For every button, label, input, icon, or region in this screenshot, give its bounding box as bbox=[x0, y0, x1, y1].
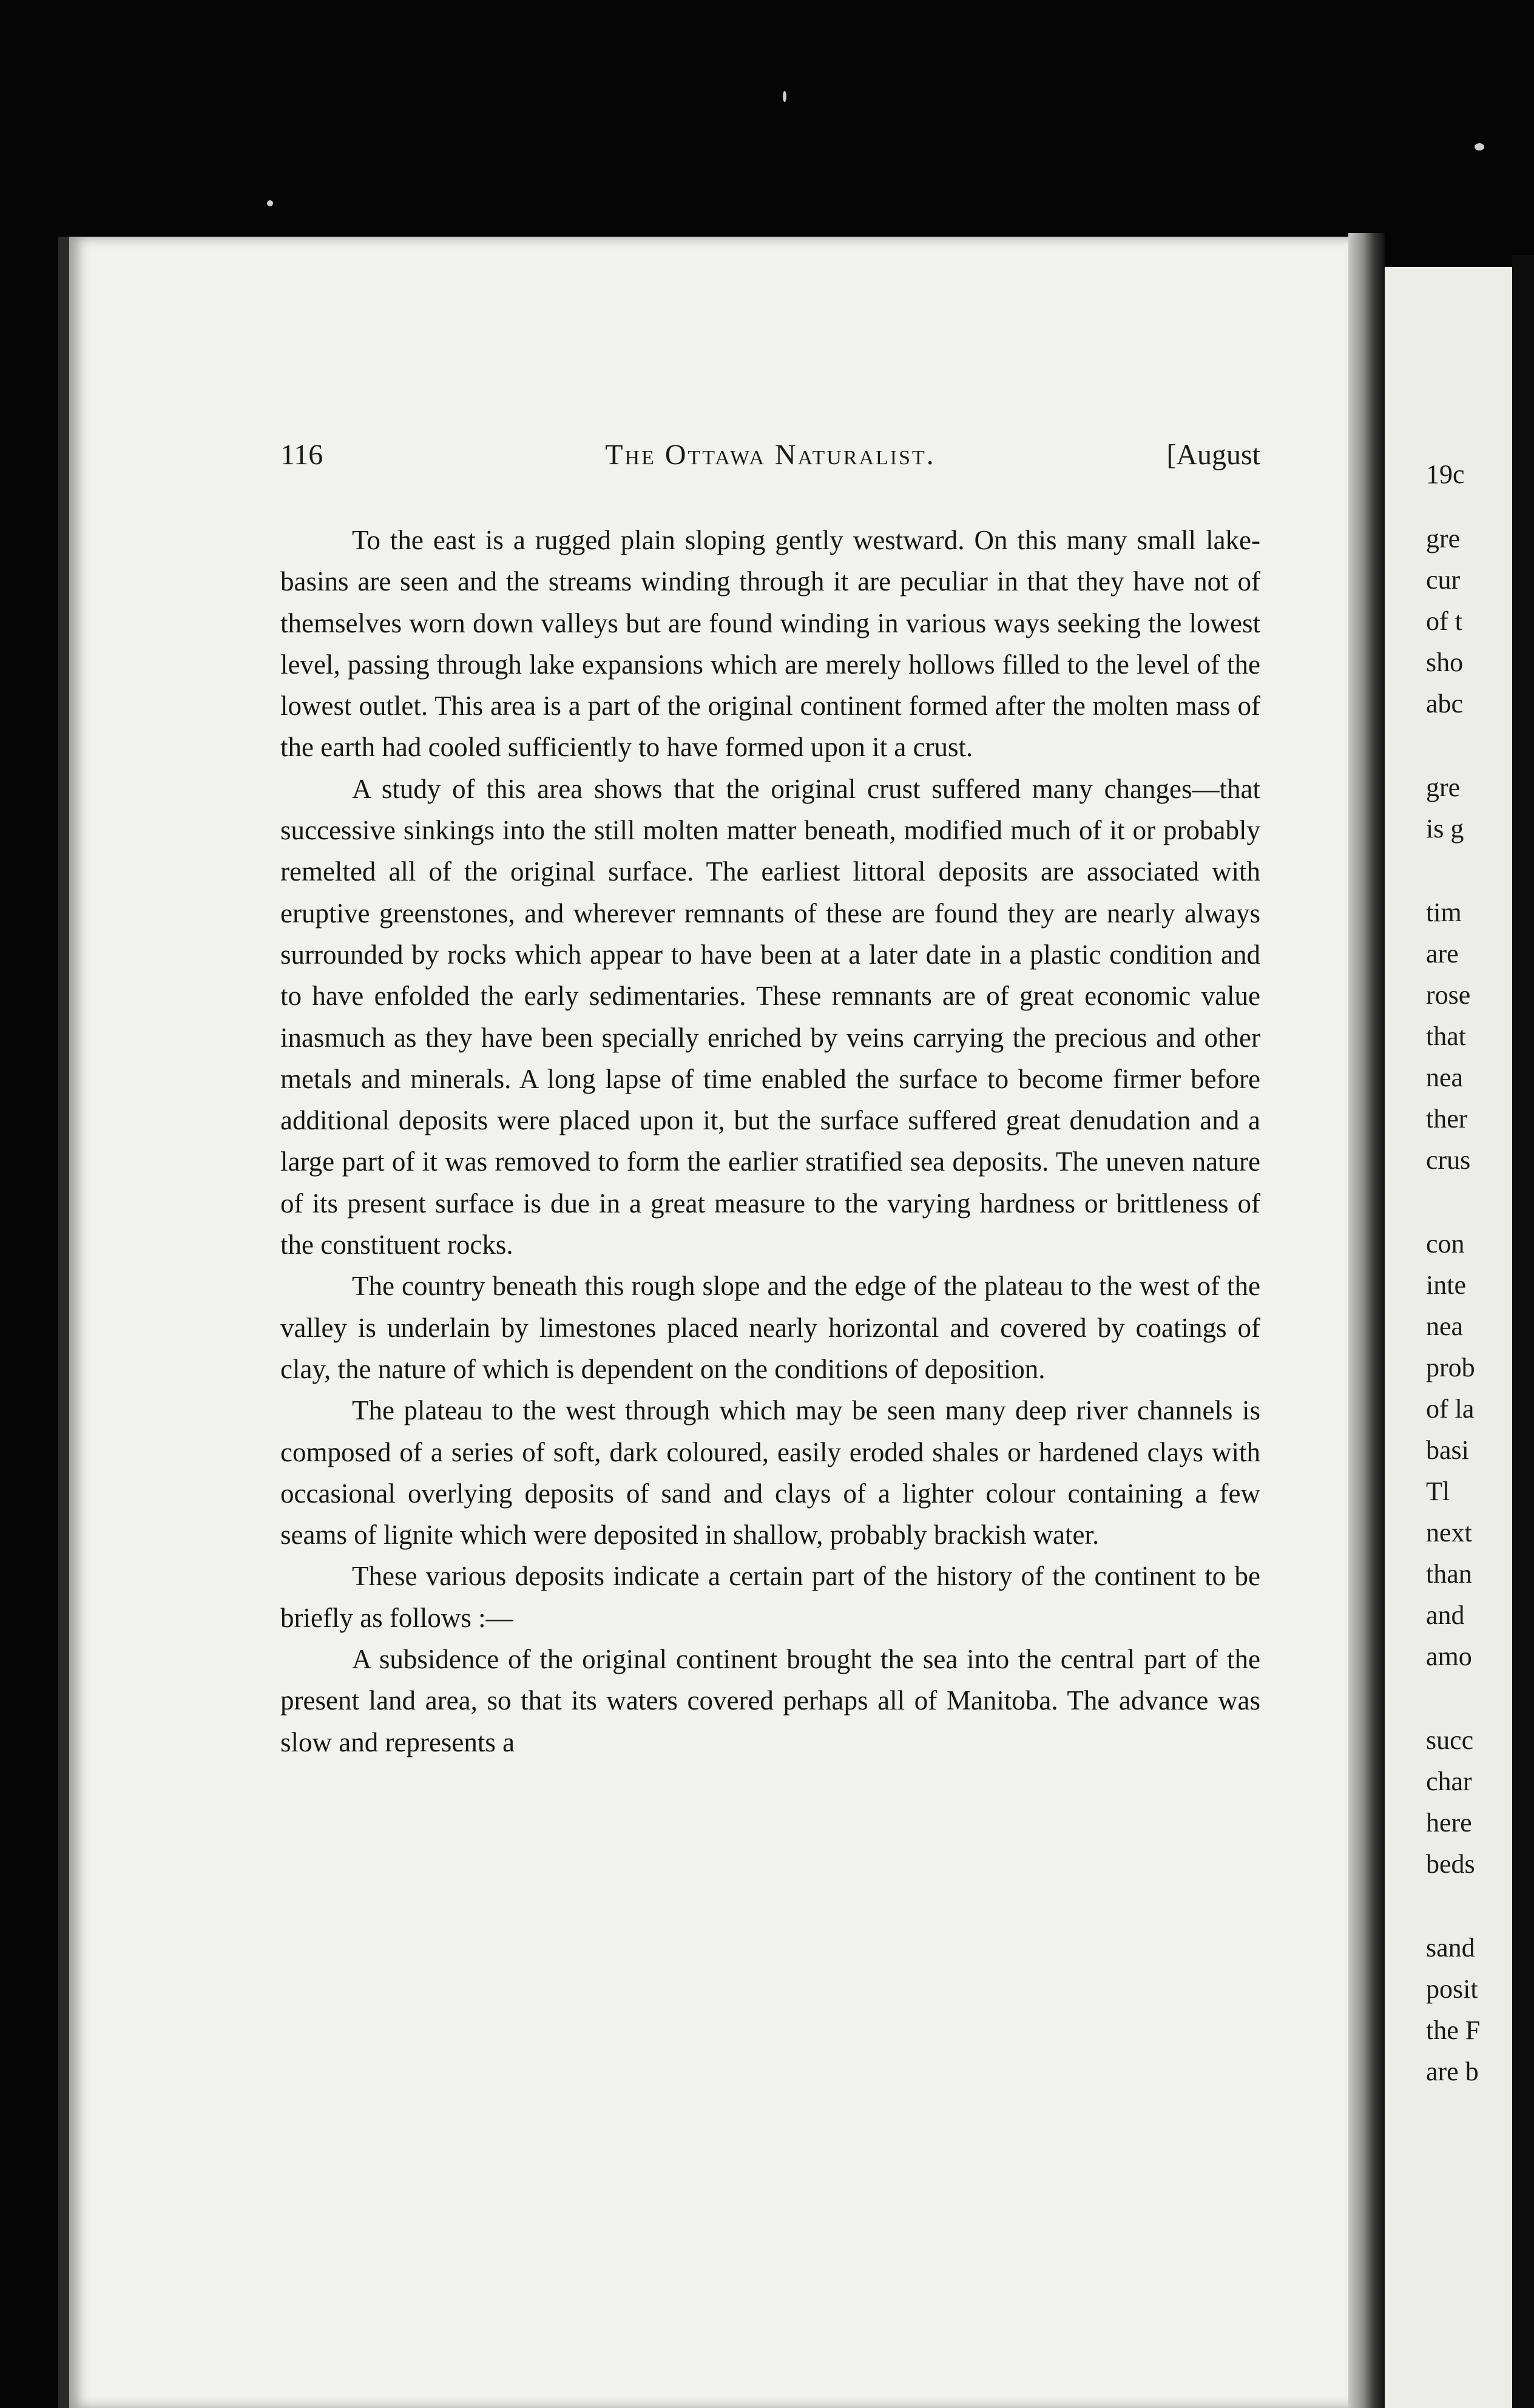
dust-speck bbox=[783, 91, 786, 102]
dust-speck bbox=[1475, 143, 1484, 150]
facing-line-fragment: nea bbox=[1426, 1311, 1464, 1341]
facing-line-fragment: that bbox=[1426, 1021, 1466, 1051]
facing-page-number: 19c bbox=[1426, 459, 1465, 489]
facing-line-fragment: succ bbox=[1426, 1725, 1474, 1755]
facing-line-fragment: nea bbox=[1426, 1063, 1464, 1092]
facing-line-fragment: rose bbox=[1426, 980, 1471, 1010]
facing-line-fragment: of t bbox=[1426, 606, 1462, 636]
facing-line-fragment: tim bbox=[1426, 898, 1462, 927]
paragraph: The country beneath this rough slope and the edge of the plateau to the west of the valley is underlain by limestones placed nearly horizontal and covered by coatings of clay, the nature of which is dependent on the conditions of deposition. bbox=[280, 1271, 1260, 1384]
facing-line-fragment: of la bbox=[1426, 1394, 1475, 1424]
paragraph: To the east is a rugged plain sloping gently westward. On this many small lake-basins are seen and the streams winding through it are peculiar in that they have not of themselves worn down valleys but are found winding in various ways seeking the lowest level, passing through lake expansions which are merely hollows filled to the level of the lowest outlet. This area is a part of the original continent formed after the molten mass of the earth had cooled sufficiently to have formed upon it a crust. bbox=[280, 525, 1260, 763]
running-header bbox=[280, 438, 1260, 481]
facing-line-fragment: inte bbox=[1426, 1270, 1466, 1300]
facing-line-fragment: amo bbox=[1426, 1642, 1472, 1671]
facing-line-fragment: abc bbox=[1426, 689, 1464, 719]
facing-line-fragment: beds bbox=[1426, 1849, 1475, 1879]
facing-line-fragment: than bbox=[1426, 1559, 1472, 1589]
page-edge bbox=[1512, 255, 1534, 2408]
paragraph: A study of this area shows that the original crust suffered many changes—that successive sinkings into the still molten matter beneath, modified much of it or probably remelted all of the original surface. The earliest littoral deposits are associated with eruptive greenstones, and wherever remnants of these are found they are nearly always surrounded by rocks which appear to have been at a later date in a plastic condition and to have enfolded the early sedimentaries. These remnants are of great economic value inasmuch as they have been specially enriched by veins carrying the precious and other metals and minerals. A long lapse of time enabled the surface to become firmer before additional deposits were placed upon it, but the surface suffered great denudation and a large part of it was removed to form the earlier stratified sea deposits. The uneven nature of its present surface is due in a great measure to the varying hardness or brittleness of the constituent rocks. bbox=[280, 773, 1260, 1260]
facing-line-fragment: ther bbox=[1426, 1104, 1468, 1134]
facing-line-fragment: prob bbox=[1426, 1353, 1475, 1382]
facing-line-fragment: Tl bbox=[1426, 1476, 1450, 1506]
facing-line-fragment: posit bbox=[1426, 1974, 1478, 2004]
facing-line-fragment: con bbox=[1426, 1229, 1465, 1259]
facing-line-fragment: cur bbox=[1426, 565, 1461, 595]
issue-month: [August bbox=[1166, 439, 1260, 471]
journal-title: The Ottawa Naturalist. bbox=[605, 439, 936, 471]
page-number: 116 bbox=[280, 439, 323, 471]
facing-line-fragment: next bbox=[1426, 1518, 1472, 1547]
facing-line-fragment: the F bbox=[1426, 2015, 1481, 2045]
paragraph: The plateau to the west through which may be seen many deep river channels is composed of a series of soft, dark coloured, easily eroded shales or hardened clays with occasional overlying deposits of sand and clays of a lighter colour containing a few seams of lignite which were deposited in shallow, probably brackish water. bbox=[280, 1395, 1260, 1551]
book-gutter bbox=[1348, 233, 1385, 2408]
paragraph: A subsidence of the original continent brought the sea into the central part of the present land area, so that its waters covered perhaps all of Manitoba. The advance was slow and represents a bbox=[280, 1644, 1260, 1757]
facing-line-fragment: and bbox=[1426, 1600, 1465, 1630]
facing-line-fragment: are bbox=[1426, 939, 1459, 969]
facing-line-fragment: basi bbox=[1426, 1435, 1469, 1465]
facing-line-fragment: are b bbox=[1426, 2057, 1479, 2086]
facing-line-fragment: gre bbox=[1426, 524, 1461, 553]
dust-speck bbox=[267, 200, 273, 206]
facing-line-fragment: here bbox=[1426, 1808, 1472, 1838]
article-body bbox=[280, 519, 1260, 1763]
facing-line-fragment: sho bbox=[1426, 648, 1464, 677]
facing-line-fragment: crus bbox=[1426, 1145, 1471, 1175]
facing-line-fragment: gre bbox=[1426, 773, 1461, 802]
facing-line-fragment: char bbox=[1426, 1767, 1472, 1796]
paragraph: These various deposits indicate a certain part of the history of the continent to be briefly as follows :— bbox=[280, 1561, 1260, 1633]
facing-line-fragment: is g bbox=[1426, 814, 1464, 844]
facing-line-fragment: sand bbox=[1426, 1933, 1475, 1963]
